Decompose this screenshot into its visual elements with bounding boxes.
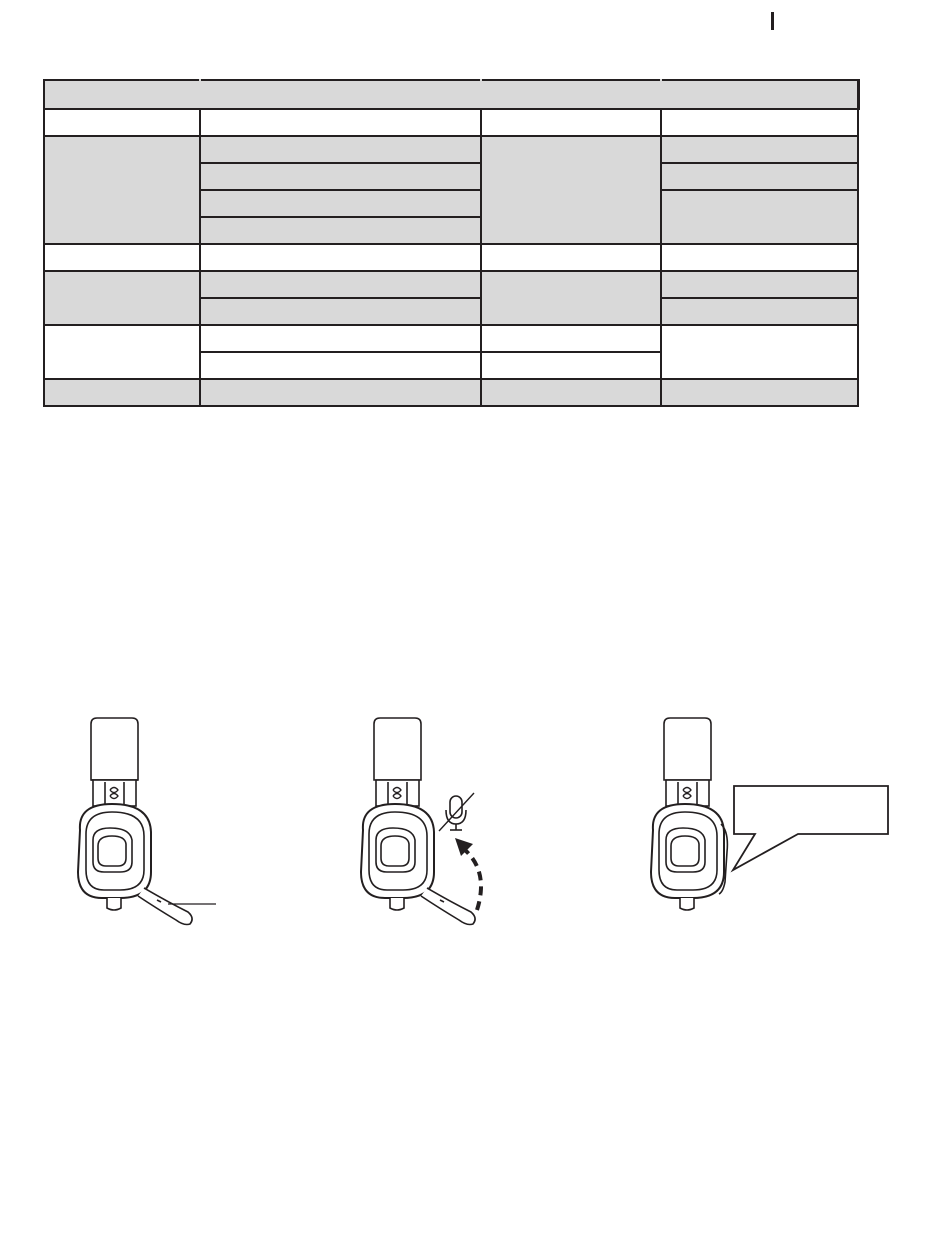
table-cell xyxy=(200,298,481,325)
headset-mic-up-muted-figure xyxy=(343,712,603,942)
table-header-row xyxy=(44,80,858,109)
table-cell xyxy=(200,190,481,217)
page-crop-mark xyxy=(771,12,774,30)
table-cell xyxy=(661,109,858,136)
table-cell xyxy=(481,352,661,379)
table-row xyxy=(44,325,858,352)
table-cell xyxy=(661,325,858,379)
table-header-cell xyxy=(200,80,481,109)
table-row xyxy=(44,136,858,163)
headset-mic-down-figure xyxy=(60,712,320,942)
table-cell xyxy=(44,271,200,325)
table-cell xyxy=(44,325,200,379)
table-header-cell xyxy=(481,80,661,109)
microphone-muted-icon xyxy=(439,793,474,831)
table-cell xyxy=(44,109,200,136)
table-cell xyxy=(481,244,661,271)
headset-icon xyxy=(651,718,727,910)
table-cell xyxy=(661,244,858,271)
table-header-cell xyxy=(661,80,858,109)
headset-speech-bubble-figure xyxy=(633,712,903,942)
table-row xyxy=(44,109,858,136)
table-header-cell xyxy=(44,80,200,109)
headset-icon xyxy=(78,718,216,925)
table-cell xyxy=(661,271,858,298)
curved-dashed-arrow-icon xyxy=(455,838,481,910)
table-cell xyxy=(44,136,200,244)
table-cell xyxy=(661,379,858,406)
table-cell xyxy=(661,136,858,163)
speech-bubble xyxy=(733,786,888,870)
table-cell xyxy=(481,325,661,352)
table-cell xyxy=(481,109,661,136)
table-cell xyxy=(200,163,481,190)
table-cell xyxy=(200,379,481,406)
headset-status-table xyxy=(43,79,860,407)
table-cell xyxy=(661,190,858,244)
table-cell xyxy=(661,298,858,325)
headset-icon xyxy=(361,718,475,925)
table-cell xyxy=(661,163,858,190)
table-cell xyxy=(44,244,200,271)
table-cell xyxy=(481,379,661,406)
table-cell xyxy=(200,352,481,379)
table-row xyxy=(44,271,858,298)
table-cell xyxy=(200,325,481,352)
table-cell xyxy=(200,244,481,271)
table-cell xyxy=(200,136,481,163)
table-cell xyxy=(200,217,481,244)
table-row xyxy=(44,379,858,406)
table-cell xyxy=(481,136,661,244)
table-cell xyxy=(200,109,481,136)
table-cell xyxy=(481,271,661,325)
table-cell xyxy=(200,271,481,298)
table-cell xyxy=(44,379,200,406)
table-row xyxy=(44,244,858,271)
